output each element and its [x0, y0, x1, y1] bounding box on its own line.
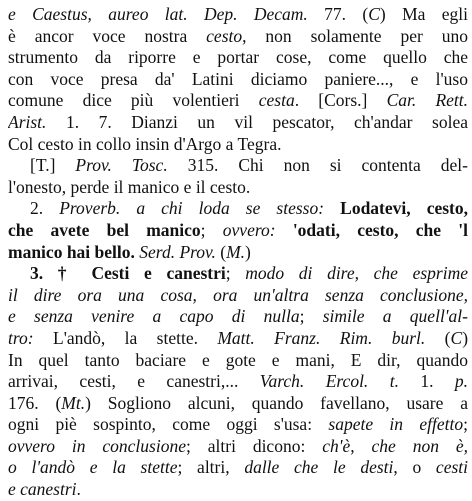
text-segment: il dire ora una cosa, ora un'altra senza conclusione,	[8, 284, 468, 305]
text-line	[8, 457, 468, 479]
text-line	[8, 350, 468, 372]
text-line	[8, 69, 468, 91]
text-line	[8, 90, 468, 112]
text-segment: Mt.	[61, 392, 86, 413]
text-segment: comune dice più volentieri	[8, 90, 259, 111]
text-segment: ;	[225, 263, 246, 284]
text-segment: strumento da riporre e portar cose, come quello che	[8, 47, 468, 68]
text-segment: modo di dire, che esprime	[245, 263, 468, 284]
text-segment: con voce presa da' Latini diciamo paniere..., e l'uso	[8, 68, 468, 89]
text-segment: 1.	[398, 371, 455, 392]
text-segment: ;	[463, 414, 468, 435]
text-line	[8, 285, 468, 307]
text-segment: ovvero:	[222, 219, 276, 240]
text-line	[8, 4, 468, 26]
text-segment: 2.	[30, 198, 60, 219]
text-line	[8, 26, 468, 48]
text-line	[8, 306, 468, 328]
text-segment: L'andò, la stette.	[33, 327, 218, 348]
text-segment: Varch. Ercol.	[259, 371, 369, 392]
text-segment: Col cesto in collo insin d'Argo a Tegra.	[8, 133, 282, 154]
text-segment: C	[450, 327, 463, 348]
text-line	[8, 393, 468, 415]
text-line	[8, 198, 468, 220]
text-segment: ) Sogliono alcuni, quando favellano, usare a	[85, 392, 468, 413]
text-segment: tro:	[8, 327, 34, 348]
text-segment: ; altri,	[177, 457, 245, 478]
text-segment: 'odati, cesto, che 'l	[275, 219, 468, 240]
text-segment: in conclusione	[71, 435, 186, 456]
text-segment: Serd. Prov.	[139, 241, 216, 262]
text-segment: ;	[200, 219, 223, 240]
text-segment: ovvero	[8, 435, 72, 456]
text-line	[8, 47, 468, 69]
text-segment: .	[76, 479, 81, 500]
text-segment: t.	[389, 371, 399, 392]
text-segment: l'onesto, perde il manico e il cesto.	[8, 176, 251, 197]
text-segment: dalle che le desti	[244, 457, 394, 478]
text-segment: arrivai, cesti, e canestri,...	[8, 371, 260, 392]
text-segment: Prov. Tosc.	[75, 155, 168, 176]
text-segment: Car. Rett.	[386, 90, 468, 111]
text-segment: 77. (	[307, 4, 369, 24]
text-segment: 176. (	[8, 392, 62, 413]
text-segment: )	[245, 241, 251, 262]
text-line	[8, 177, 468, 199]
text-segment: Arist.	[8, 111, 47, 132]
text-segment: ogni piè sospinto, come oggi s'usa:	[8, 414, 329, 435]
text-segment: p.	[454, 371, 468, 392]
text-line	[8, 112, 468, 134]
text-line	[8, 263, 468, 285]
text-segment: che avete bel manico	[8, 219, 201, 240]
text-segment: 315. Chi non si contenta del-	[167, 155, 468, 176]
text-segment: (	[215, 241, 227, 262]
text-segment: Lodatevi, cesto,	[324, 198, 468, 219]
text-segment: simile a quell'al-	[322, 306, 468, 327]
text-segment: o l'andò e la stette	[8, 457, 178, 478]
text-segment: ) Ma egli	[379, 4, 468, 24]
text-segment: aureo lat. Dep. Decam.	[108, 4, 308, 24]
text-line	[8, 328, 468, 350]
text-segment: e canestri	[8, 479, 77, 500]
text-segment: sapete in effetto	[328, 414, 464, 435]
text-segment: C	[368, 4, 380, 24]
text-segment: (	[425, 327, 451, 348]
text-segment: In quel tanto baciare e gote e mani, E dir, quando	[8, 349, 468, 370]
text-segment: M.	[226, 241, 246, 262]
text-segment: Proverb. a chi loda se stesso:	[59, 198, 325, 219]
text-segment: , o	[393, 457, 436, 478]
text-segment: )	[462, 327, 468, 348]
text-segment: Matt. Franz. Rim. burl.	[217, 327, 426, 348]
text-segment: è ancor voce nostra	[8, 25, 207, 46]
text-segment: manico hai bello.	[8, 241, 135, 262]
text-segment	[368, 371, 389, 391]
text-segment: e Caestus,	[8, 4, 109, 24]
text-segment: ;	[299, 306, 323, 327]
text-segment: e senza venire a capo di nulla	[8, 306, 300, 327]
text-segment: , non solamente per uno	[242, 25, 468, 46]
text-line	[8, 220, 468, 242]
text-line	[8, 242, 468, 264]
text-segment: ; altri dicono:	[185, 435, 323, 456]
text-segment: cesto	[206, 25, 243, 46]
text-segment: ch'è, che non è,	[322, 435, 468, 456]
text-segment: . [Cors.]	[294, 90, 387, 111]
text-segment: cesta	[258, 90, 295, 111]
text-segment: cesti	[435, 457, 468, 478]
text-line	[8, 414, 468, 436]
text-line	[8, 371, 468, 393]
text-line	[8, 436, 468, 458]
text-line	[8, 134, 468, 156]
text-segment: 1. 7. Dianzi un vil pescator, ch'andar solea	[46, 111, 468, 132]
text-segment: 3. † Cesti e canestri	[30, 263, 226, 284]
text-segment: [T.]	[30, 155, 76, 176]
text-line	[8, 155, 468, 177]
